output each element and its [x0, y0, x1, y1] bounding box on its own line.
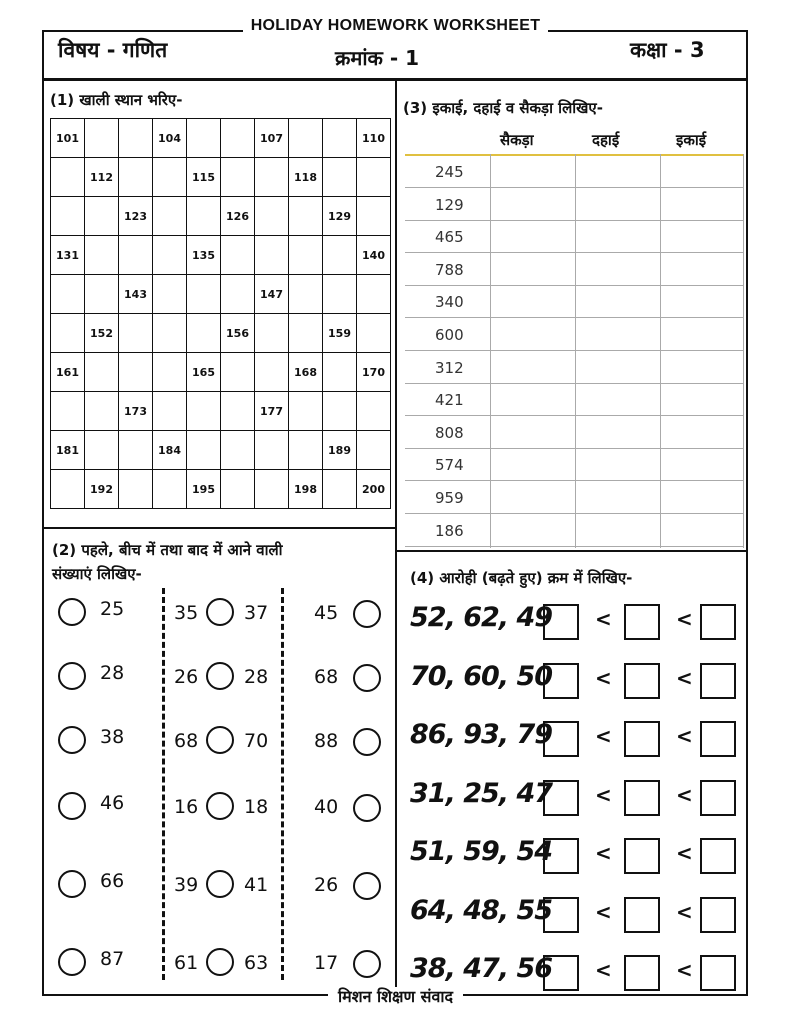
place-value-number: 186 — [435, 521, 464, 540]
grid-blank-cell[interactable] — [221, 392, 255, 431]
grid-blank-cell[interactable] — [119, 314, 153, 353]
grid-blank-cell[interactable] — [51, 197, 85, 236]
grid-cell: 195 — [187, 470, 221, 509]
answer-circle[interactable] — [58, 598, 86, 626]
grid-row — [51, 119, 391, 158]
answer-box[interactable] — [543, 604, 579, 640]
place-value-number: 465 — [435, 228, 464, 247]
subject-label: विषय - गणित — [58, 38, 168, 62]
less-than-symbol: < — [676, 665, 693, 690]
right-section-divider — [395, 550, 748, 552]
grid-blank-cell[interactable] — [153, 158, 187, 197]
place-value-number: 421 — [435, 391, 464, 410]
less-than-symbol: < — [676, 899, 693, 924]
given-number-before: 26 — [174, 666, 199, 688]
answer-circle[interactable] — [206, 792, 234, 820]
col-hundreds: सैकड़ा — [500, 131, 534, 149]
grid-blank-cell[interactable] — [119, 158, 153, 197]
grid-blank-cell[interactable] — [357, 431, 391, 470]
answer-box[interactable] — [700, 604, 736, 640]
answer-box[interactable] — [700, 838, 736, 874]
grid-blank-cell[interactable] — [221, 470, 255, 509]
answer-circle[interactable] — [353, 794, 381, 822]
grid-cell: 110 — [357, 119, 391, 158]
answer-circle[interactable] — [58, 870, 86, 898]
place-value-number: 312 — [435, 358, 464, 377]
given-number-before: 61 — [174, 952, 199, 974]
answer-box[interactable] — [624, 604, 660, 640]
number-sequence: 31, 25, 47 — [410, 777, 553, 809]
grid-blank-cell[interactable] — [255, 197, 289, 236]
grid-cell: 165 — [187, 353, 221, 392]
answer-box[interactable] — [543, 838, 579, 874]
given-number: 68 — [314, 666, 339, 688]
answer-box[interactable] — [543, 721, 579, 757]
less-than-symbol: < — [595, 899, 612, 924]
grid-row — [51, 314, 391, 353]
place-value-row — [405, 220, 743, 253]
less-than-symbol: < — [676, 958, 693, 982]
place-value-number: 129 — [435, 195, 464, 214]
given-number: 66 — [100, 870, 125, 892]
grid-cell: 115 — [187, 158, 221, 197]
place-value-row — [405, 514, 743, 547]
grid-cell: 200 — [357, 470, 391, 509]
place-value-row — [405, 481, 743, 514]
given-number-before: 35 — [174, 602, 199, 624]
grid-cell: 181 — [51, 431, 85, 470]
grid-cell: 170 — [357, 353, 391, 392]
q2-heading-line2: संख्याएं लिखिए- — [52, 565, 142, 583]
grid-blank-cell[interactable] — [221, 275, 255, 314]
grid-blank-cell[interactable] — [187, 275, 221, 314]
grid-cell: 126 — [221, 197, 255, 236]
grid-blank-cell[interactable] — [323, 353, 357, 392]
given-number: 45 — [314, 602, 339, 624]
answer-box[interactable] — [624, 780, 660, 816]
grid-blank-cell[interactable] — [323, 236, 357, 275]
place-value-number: 600 — [435, 326, 464, 344]
given-number-after: 37 — [244, 602, 269, 624]
answer-circle[interactable] — [353, 950, 381, 978]
grid-blank-cell[interactable] — [221, 236, 255, 275]
place-value-row — [405, 188, 743, 221]
place-value-row — [405, 416, 743, 449]
grid-row — [51, 470, 391, 509]
number-sequence: 51, 59, 54 — [410, 836, 553, 867]
grid-blank-cell[interactable] — [153, 197, 187, 236]
answer-circle[interactable] — [58, 792, 86, 820]
less-than-symbol: < — [595, 724, 612, 748]
grid-row — [51, 197, 391, 236]
less-than-symbol: < — [676, 724, 693, 748]
less-than-symbol: < — [676, 841, 693, 865]
place-value-row — [405, 448, 743, 481]
number-sequence: 38, 47, 56 — [410, 953, 553, 984]
answer-box[interactable] — [624, 897, 660, 933]
given-number: 87 — [100, 948, 125, 970]
answer-circle[interactable] — [206, 948, 234, 976]
grid-cell: 129 — [323, 197, 357, 236]
grid-blank-cell[interactable] — [323, 275, 357, 314]
grid-row — [51, 392, 391, 431]
grid-cell: 131 — [51, 236, 85, 275]
grid-cell: 107 — [255, 119, 289, 158]
grid-cell: 123 — [119, 197, 153, 236]
place-value-number: 959 — [435, 489, 464, 507]
answer-circle[interactable] — [58, 948, 86, 976]
grid-blank-cell[interactable] — [85, 353, 119, 392]
grid-blank-cell[interactable] — [187, 392, 221, 431]
grid-blank-cell[interactable] — [85, 275, 119, 314]
less-than-symbol: < — [595, 665, 612, 690]
grid-cell: 156 — [221, 314, 255, 353]
worksheet-title: HOLIDAY HOMEWORK WORKSHEET — [243, 17, 549, 34]
less-than-symbol: < — [595, 958, 612, 982]
place-value-row — [405, 253, 743, 286]
answer-circle[interactable] — [353, 600, 381, 628]
grid-cell: 173 — [119, 392, 153, 431]
given-number-after: 28 — [244, 666, 269, 688]
grid-row — [51, 431, 391, 470]
center-divider — [395, 80, 397, 995]
grid-cell: 104 — [153, 119, 187, 158]
grid-cell: 152 — [85, 314, 119, 353]
grid-blank-cell[interactable] — [289, 197, 323, 236]
grid-blank-cell[interactable] — [221, 431, 255, 470]
grid-cell: 177 — [255, 392, 289, 431]
grid-blank-cell[interactable] — [357, 392, 391, 431]
grid-blank-cell[interactable] — [187, 119, 221, 158]
less-than-symbol: < — [676, 782, 693, 807]
answer-box[interactable] — [700, 721, 736, 757]
grid-blank-cell[interactable] — [85, 431, 119, 470]
grid-blank-cell[interactable] — [357, 197, 391, 236]
grid-blank-cell[interactable] — [221, 158, 255, 197]
given-number: 25 — [100, 598, 125, 620]
place-value-row — [405, 351, 743, 384]
answer-circle[interactable] — [206, 726, 234, 754]
place-value-row — [405, 383, 743, 416]
grid-cell: 184 — [153, 431, 187, 470]
answer-box[interactable] — [700, 897, 736, 933]
grid-blank-cell[interactable] — [289, 236, 323, 275]
number-sequence: 52, 62, 49 — [410, 602, 553, 633]
grid-row — [51, 158, 391, 197]
grid-blank-cell[interactable] — [323, 158, 357, 197]
answer-circle[interactable] — [353, 872, 381, 900]
grid-cell: 101 — [51, 119, 85, 158]
col-tens: दहाई — [592, 131, 620, 149]
grid-blank-cell[interactable] — [289, 431, 323, 470]
answer-box[interactable] — [543, 897, 579, 933]
grid-blank-cell[interactable] — [153, 392, 187, 431]
grid-blank-cell[interactable] — [51, 158, 85, 197]
answer-box[interactable] — [624, 663, 660, 699]
place-value-number: 788 — [435, 260, 464, 279]
grid-blank-cell[interactable] — [51, 392, 85, 431]
grid-cell: 168 — [289, 353, 323, 392]
grid-blank-cell[interactable] — [255, 470, 289, 509]
given-number-after: 63 — [244, 952, 269, 974]
grid-blank-cell[interactable] — [323, 119, 357, 158]
q4-heading: (4) आरोही (बढ़ते हुए) क्रम में लिखिए- — [410, 569, 633, 587]
answer-box[interactable] — [700, 663, 736, 699]
grid-blank-cell[interactable] — [255, 431, 289, 470]
grid-blank-cell[interactable] — [221, 119, 255, 158]
given-number-before: 39 — [174, 874, 199, 896]
grid-blank-cell[interactable] — [357, 314, 391, 353]
grid-blank-cell[interactable] — [119, 119, 153, 158]
grid-blank-cell[interactable] — [255, 314, 289, 353]
given-number: 28 — [100, 662, 125, 684]
grid-cell: 159 — [323, 314, 357, 353]
grid-cell: 112 — [85, 158, 119, 197]
grid-blank-cell[interactable] — [255, 158, 289, 197]
grid-cell: 198 — [289, 470, 323, 509]
answer-circle[interactable] — [353, 664, 381, 692]
grid-blank-cell[interactable] — [255, 236, 289, 275]
given-number-before: 68 — [174, 730, 199, 752]
grid-blank-cell[interactable] — [289, 392, 323, 431]
col-ones: इकाई — [676, 131, 707, 149]
grid-blank-cell[interactable] — [119, 236, 153, 275]
grid-blank-cell[interactable] — [85, 119, 119, 158]
given-number-after: 41 — [244, 874, 269, 896]
place-value-number: 574 — [435, 456, 464, 475]
grid-cell: 140 — [357, 236, 391, 275]
grid-row — [51, 236, 391, 275]
given-number: 17 — [314, 952, 339, 974]
grid-blank-cell[interactable] — [289, 314, 323, 353]
grid-blank-cell[interactable] — [357, 158, 391, 197]
answer-circle[interactable] — [206, 870, 234, 898]
grid-blank-cell[interactable] — [357, 275, 391, 314]
grid-cell: 118 — [289, 158, 323, 197]
grid-blank-cell[interactable] — [255, 353, 289, 392]
grid-blank-cell[interactable] — [85, 197, 119, 236]
number-sequence: 64, 48, 55 — [410, 894, 553, 926]
q2-heading-line1: (2) पहले, बीच में तथा बाद में आने वाली — [52, 541, 283, 559]
number-grid — [50, 118, 391, 509]
grid-blank-cell[interactable] — [153, 353, 187, 392]
grid-blank-cell[interactable] — [187, 431, 221, 470]
grid-cell: 135 — [187, 236, 221, 275]
grid-cell: 147 — [255, 275, 289, 314]
grid-row — [51, 353, 391, 392]
grid-blank-cell[interactable] — [51, 275, 85, 314]
place-value-row — [405, 318, 743, 351]
grid-blank-cell[interactable] — [85, 392, 119, 431]
given-number: 46 — [100, 792, 125, 814]
given-number: 38 — [100, 726, 125, 748]
grid-blank-cell[interactable] — [153, 275, 187, 314]
less-than-symbol: < — [595, 607, 612, 631]
answer-box[interactable] — [543, 663, 579, 699]
number-sequence: 70, 60, 50 — [410, 660, 553, 692]
grid-blank-cell[interactable] — [289, 275, 323, 314]
place-value-number: 808 — [435, 423, 464, 442]
less-than-symbol: < — [595, 782, 612, 807]
grid-blank-cell[interactable] — [119, 353, 153, 392]
given-number-before: 16 — [174, 796, 199, 818]
less-than-symbol: < — [595, 841, 612, 865]
number-sequence: 86, 93, 79 — [410, 719, 553, 750]
place-value-row — [405, 155, 743, 188]
less-than-symbol: < — [676, 607, 693, 631]
answer-circle[interactable] — [206, 598, 234, 626]
grid-blank-cell[interactable] — [51, 470, 85, 509]
given-number: 26 — [314, 874, 339, 896]
given-number-after: 18 — [244, 796, 269, 818]
grid-blank-cell[interactable] — [119, 470, 153, 509]
grid-blank-cell[interactable] — [289, 119, 323, 158]
place-value-row — [405, 285, 743, 318]
grid-blank-cell[interactable] — [187, 314, 221, 353]
grid-blank-cell[interactable] — [85, 236, 119, 275]
answer-circle[interactable] — [206, 662, 234, 690]
given-number: 88 — [314, 730, 339, 752]
grid-blank-cell[interactable] — [153, 470, 187, 509]
q3-heading: (3) इकाई, दहाई व सैकड़ा लिखिए- — [403, 99, 603, 117]
grid-row — [51, 275, 391, 314]
class-label: कक्षा - 3 — [630, 38, 705, 62]
footer-label: मिशन शिक्षण संवाद — [328, 987, 463, 1006]
grid-blank-cell[interactable] — [153, 314, 187, 353]
grid-cell: 192 — [85, 470, 119, 509]
grid-cell: 189 — [323, 431, 357, 470]
given-number: 40 — [314, 796, 339, 818]
grid-cell: 161 — [51, 353, 85, 392]
grid-blank-cell[interactable] — [119, 431, 153, 470]
grid-blank-cell[interactable] — [323, 392, 357, 431]
q1-heading: (1) खाली स्थान भरिए- — [50, 91, 183, 109]
answer-circle[interactable] — [58, 662, 86, 690]
grid-blank-cell[interactable] — [187, 197, 221, 236]
answer-box[interactable] — [624, 838, 660, 874]
left-section-divider — [42, 527, 395, 529]
answer-circle[interactable] — [58, 726, 86, 754]
given-number-after: 70 — [244, 730, 269, 752]
answer-box[interactable] — [624, 721, 660, 757]
answer-box[interactable] — [543, 780, 579, 816]
place-value-number: 340 — [435, 293, 464, 312]
answer-box[interactable] — [700, 780, 736, 816]
serial-label: क्रमांक - 1 — [335, 46, 420, 70]
grid-blank-cell[interactable] — [153, 236, 187, 275]
answer-circle[interactable] — [353, 728, 381, 756]
grid-blank-cell[interactable] — [221, 353, 255, 392]
place-value-number: 245 — [435, 163, 464, 181]
grid-blank-cell[interactable] — [51, 314, 85, 353]
grid-cell: 143 — [119, 275, 153, 314]
grid-blank-cell[interactable] — [323, 470, 357, 509]
